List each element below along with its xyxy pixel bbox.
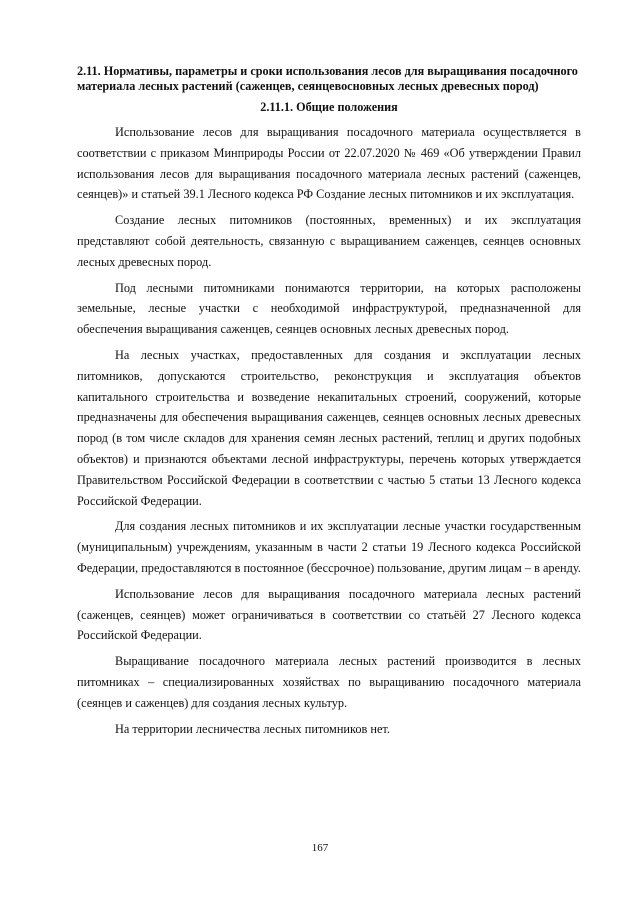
paragraph: Для создания лесных питомников и их эксплуатации лесные участки государственным (муниципальным) учреждениям, указанным в части 2 статьи 19 Лесного кодекса Российской Федерации, предоставляются в постоянное (бессрочное) пользование, другим лицам – в аренду.	[77, 519, 581, 575]
paragraph: Использование лесов для выращивания посадочного материала осуществляется в соответствии с приказом Минприроды России от 22.07.2020 № 469 «Об утверждении Правил использования лесов для выращивания посадочного материала лесных растений (саженцев, сеянцев)» и статьей 39.1 Лесного кодекса РФ Создание лесных питомников и их эксплуатация.	[77, 125, 581, 202]
document-body	[77, 64, 581, 744]
paragraph: На территории лесничества лесных питомников нет.	[115, 721, 390, 736]
paragraph: На лесных участках, предоставленных для создания и эксплуатации лесных питомников, допускаются строительство, реконструкция и эксплуатация объектов капитального строительства и возведение некапитальных строений, сооружений, которые предназначены для обеспечения выращивания саженцев, сеянцев основных лесных древесных пород (в том числе складов для хранения семян лесных растений, теплиц и других подобных объектов) и признаются объектами лесной инфраструктуры, перечень которых утверждается Правительством Российской Федерации в соответствии с частью 5 статьи 13 Лесного кодекса Российской Федерации.	[77, 347, 581, 508]
paragraph: Выращивание посадочного материала лесных растений производится в лесных питомниках – специализированных хозяйствах по выращиванию посадочного материала (сеянцев и саженцев) для создания лесных культур.	[77, 654, 581, 710]
page-number: 167	[311, 842, 329, 854]
paragraph: Создание лесных питомников (постоянных, временных) и их эксплуатация представляют собой деятельность, связанную с выращиванием саженцев, сеянцев основных лесных древесных пород.	[77, 213, 581, 269]
paragraph: Использование лесов для выращивания посадочного материала лесных растений (саженцев, сеянцев) может ограничиваться в соответствии со статьёй 27 Лесного кодекса Российской Федерации.	[77, 586, 581, 643]
section-heading: 2.11. Нормативы, параметры и сроки использования лесов для выращивания посадочного материала лесных растений (саженцев, сеянцевосновных лесных древесных пород)	[77, 64, 578, 93]
paragraph: Под лесными питомниками понимаются территории, на которых расположены земельные, лесные участки с необходимой инфраструктурой, предназначенной для обеспечения выращивания саженцев, сеянцев основных лесных древесных пород.	[77, 280, 581, 337]
subsection-heading: 2.11.1. Общие положения	[260, 100, 398, 114]
